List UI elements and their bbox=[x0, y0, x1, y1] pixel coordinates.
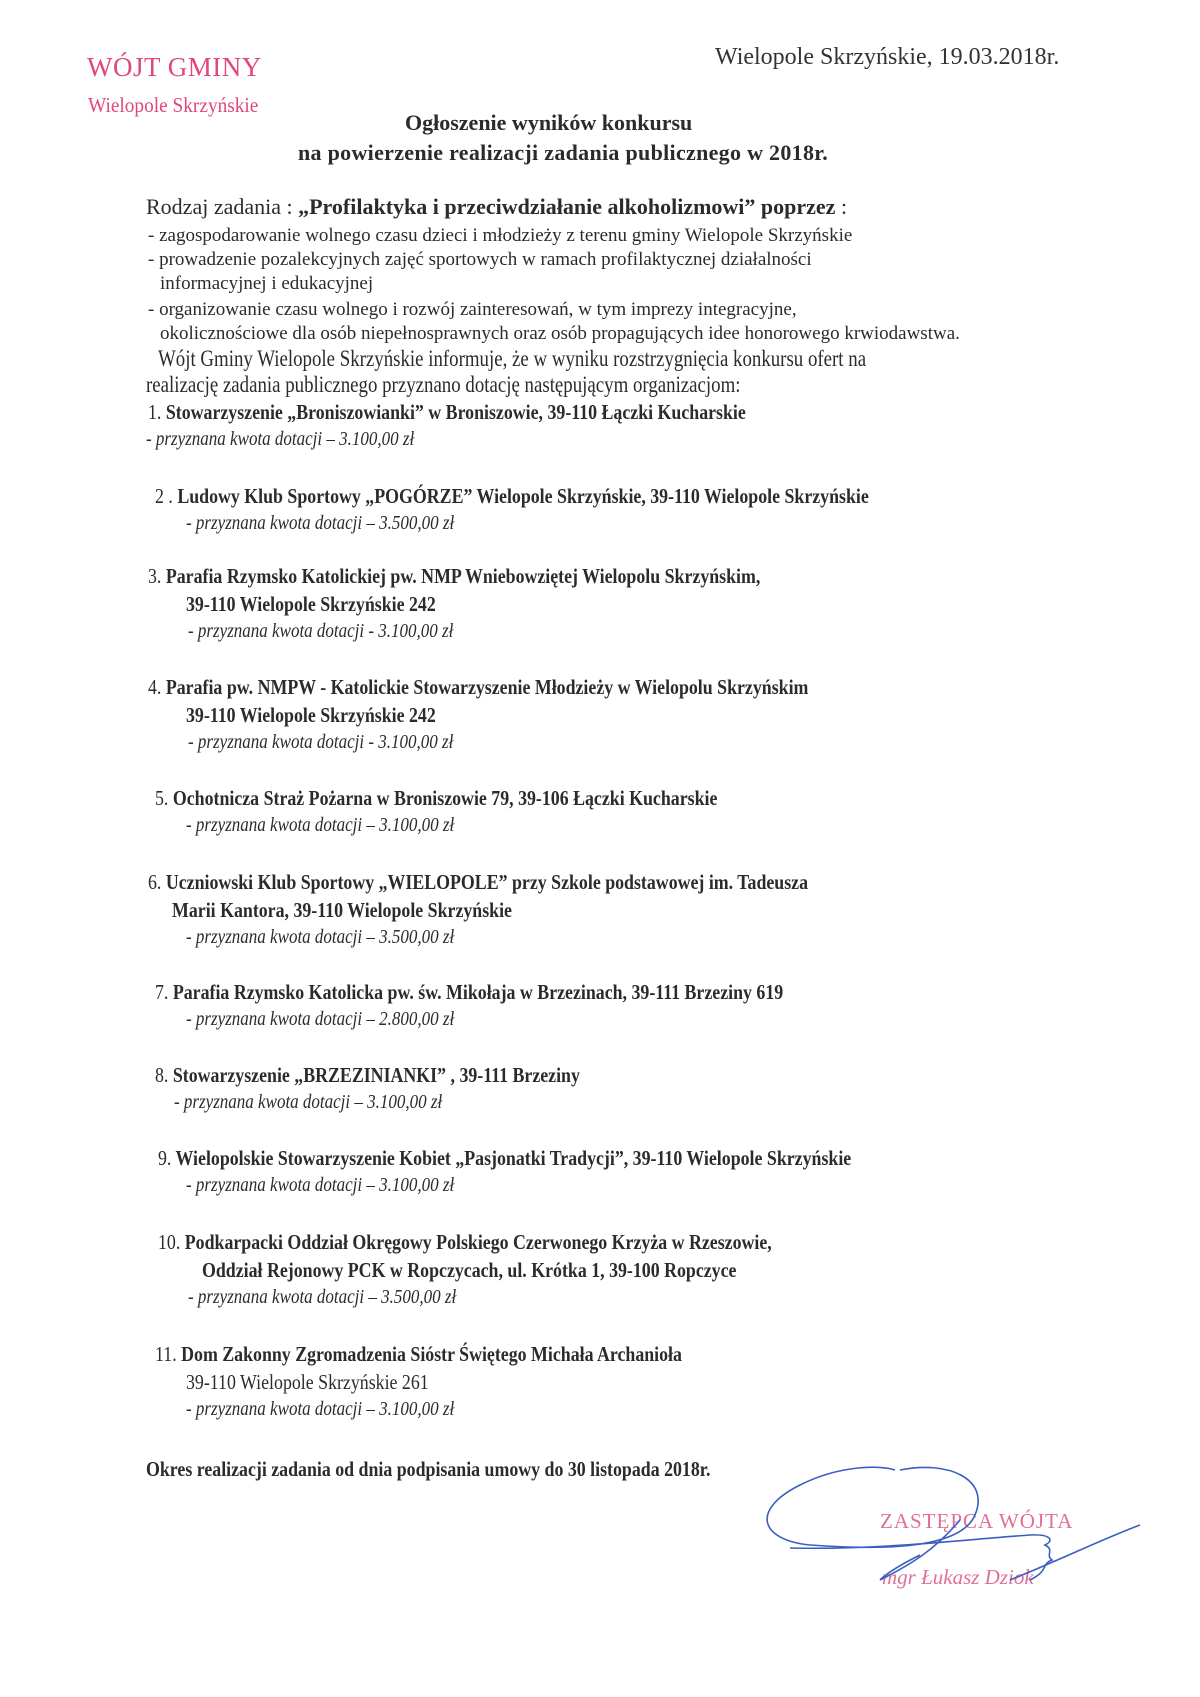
signature-stamp-name: mgr Łukasz Dziok bbox=[882, 1565, 1034, 1589]
task-bullet: informacyjnej i edukacyjnej bbox=[160, 273, 374, 294]
task-suffix: : bbox=[835, 194, 848, 219]
heading-line-1: Ogłoszenie wyników konkursu bbox=[405, 110, 693, 135]
grant-number: 7. bbox=[155, 980, 169, 1004]
grant-item-title bbox=[158, 1230, 772, 1255]
grant-address: Oddział Rejonowy PCK w Ropczycach, ul. Krótka 1, 39-100 Ropczyce bbox=[202, 1258, 737, 1282]
grant-item-title bbox=[155, 484, 869, 509]
stamp-title: WÓJT GMINY bbox=[87, 52, 262, 82]
grant-number: 8. bbox=[155, 1063, 169, 1087]
task-bullet: okolicznościowe dla osób niepełnosprawnych oraz osób propagujących idee honorowego krwiodawstwa. bbox=[160, 323, 960, 344]
intro-line-2: realizację zadania publicznego przyznano dotację następującym organizacjom: bbox=[146, 372, 741, 397]
grant-name: Stowarzyszenie „BRZEZINIANKI” , 39-111 Brzeziny bbox=[172, 1063, 580, 1087]
grant-address: 39-110 Wielopole Skrzyńskie 261 bbox=[186, 1370, 429, 1394]
grant-name: Parafia Rzymsko Katolickiej pw. NMP Wniebowziętej Wielopolu Skrzyńskim, bbox=[165, 564, 761, 588]
task-bullet: - zagospodarowanie wolnego czasu dzieci i młodzieży z terenu gminy Wielopole Skrzyńskie bbox=[148, 225, 853, 246]
grant-name: Parafia pw. NMPW - Katolickie Stowarzyszenie Młodzieży w Wielopolu Skrzyńskim bbox=[165, 675, 809, 699]
grant-amount: - przyznana kwota dotacji – 3.100,00 zł bbox=[186, 1174, 455, 1196]
heading-line-2: na powierzenie realizacji zadania publicznego w 2018r. bbox=[298, 140, 829, 165]
grant-number: 10. bbox=[158, 1230, 181, 1254]
grant-amount: - przyznana kwota dotacji - 3.100,00 zł bbox=[188, 731, 454, 753]
handwritten-signature-icon bbox=[760, 1440, 1160, 1620]
grant-address: 39-110 Wielopole Skrzyńskie 242 bbox=[186, 592, 436, 616]
grant-number: 3. bbox=[148, 564, 162, 588]
grant-number: 11. bbox=[155, 1342, 177, 1366]
grant-item-title bbox=[158, 1146, 851, 1171]
task-type bbox=[146, 194, 847, 220]
grant-name: Podkarpacki Oddział Okręgowy Polskiego Czerwonego Krzyża w Rzeszowie, bbox=[184, 1230, 772, 1254]
stamp-subtitle: Wielopole Skrzyńskie bbox=[88, 93, 259, 117]
grant-name: Parafia Rzymsko Katolicka pw. św. Mikołaja w Brzezinach, 39-111 Brzeziny 619 bbox=[172, 980, 784, 1004]
grant-name: Wielopolskie Stowarzyszenie Kobiet „Pasjonatki Tradycji”, 39-110 Wielopole Skrzyńskie bbox=[175, 1146, 852, 1170]
grant-number: 6. bbox=[148, 870, 162, 894]
grant-amount: - przyznana kwota dotacji – 3.500,00 zł bbox=[186, 926, 455, 948]
grant-amount: - przyznana kwota dotacji - 3.100,00 zł bbox=[188, 620, 454, 642]
realization-period: Okres realizacji zadania od dnia podpisania umowy do 30 listopada 2018r. bbox=[146, 1457, 711, 1481]
grant-amount: - przyznana kwota dotacji – 3.500,00 zł bbox=[188, 1286, 457, 1308]
grant-amount: - przyznana kwota dotacji – 3.100,00 zł bbox=[186, 814, 455, 836]
grant-amount: - przyznana kwota dotacji – 3.500,00 zł bbox=[186, 512, 455, 534]
grant-address: Marii Kantora, 39-110 Wielopole Skrzyńskie bbox=[172, 898, 512, 922]
grant-item-title bbox=[155, 1342, 682, 1367]
grant-item-title bbox=[155, 980, 783, 1005]
grant-amount: - przyznana kwota dotacji – 3.100,00 zł bbox=[186, 1398, 455, 1420]
grant-number: 5. bbox=[155, 786, 169, 810]
grant-item-title bbox=[148, 675, 808, 700]
grant-amount: - przyznana kwota dotacji – 3.100,00 zł bbox=[146, 428, 415, 450]
grant-name: Dom Zakonny Zgromadzenia Sióstr Świętego Michała Archanioła bbox=[181, 1342, 682, 1366]
grant-number: 1. bbox=[148, 400, 162, 424]
grant-number: 2 . bbox=[155, 484, 173, 508]
task-bullet: - organizowanie czasu wolnego i rozwój zainteresowań, w tym imprezy integracyjne, bbox=[148, 299, 797, 320]
grant-item-title bbox=[148, 400, 746, 425]
grant-address: 39-110 Wielopole Skrzyńskie 242 bbox=[186, 703, 436, 727]
grant-item-title bbox=[155, 1063, 580, 1088]
grant-name: Stowarzyszenie „Broniszowianki” w Broniszowie, 39-110 Łączki Kucharskie bbox=[165, 400, 746, 424]
task-prefix: Rodzaj zadania : bbox=[146, 194, 299, 219]
grant-name: Uczniowski Klub Sportowy „WIELOPOLE” przy Szkole podstawowej im. Tadeusza bbox=[165, 870, 809, 894]
place-date: Wielopole Skrzyńskie, 19.03.2018r. bbox=[715, 44, 1060, 70]
grant-number: 9. bbox=[158, 1146, 172, 1170]
grant-amount: - przyznana kwota dotacji – 3.100,00 zł bbox=[174, 1091, 443, 1113]
grant-name: Ludowy Klub Sportowy „POGÓRZE” Wielopole Skrzyńskie, 39-110 Wielopole Skrzyńskie bbox=[177, 484, 869, 508]
signature-stamp-title: ZASTĘPCA WÓJTA bbox=[880, 1509, 1074, 1533]
grant-number: 4. bbox=[148, 675, 162, 699]
grant-amount: - przyznana kwota dotacji – 2.800,00 zł bbox=[186, 1008, 455, 1030]
task-bullet: - prowadzenie pozalekcyjnych zajęć sportowych w ramach profilaktycznej działalności bbox=[148, 249, 812, 270]
task-name: „Profilaktyka i przeciwdziałanie alkoholizmowi” poprzez bbox=[298, 194, 836, 219]
intro-line-1: Wójt Gminy Wielopole Skrzyńskie informuje, że w wyniku rozstrzygnięcia konkursu ofert na bbox=[158, 346, 867, 371]
grant-item-title bbox=[148, 564, 760, 589]
grant-item-title bbox=[148, 870, 808, 895]
grant-item-title bbox=[155, 786, 717, 811]
grant-name: Ochotnicza Straż Pożarna w Broniszowie 79, 39-106 Łączki Kucharskie bbox=[172, 786, 718, 810]
